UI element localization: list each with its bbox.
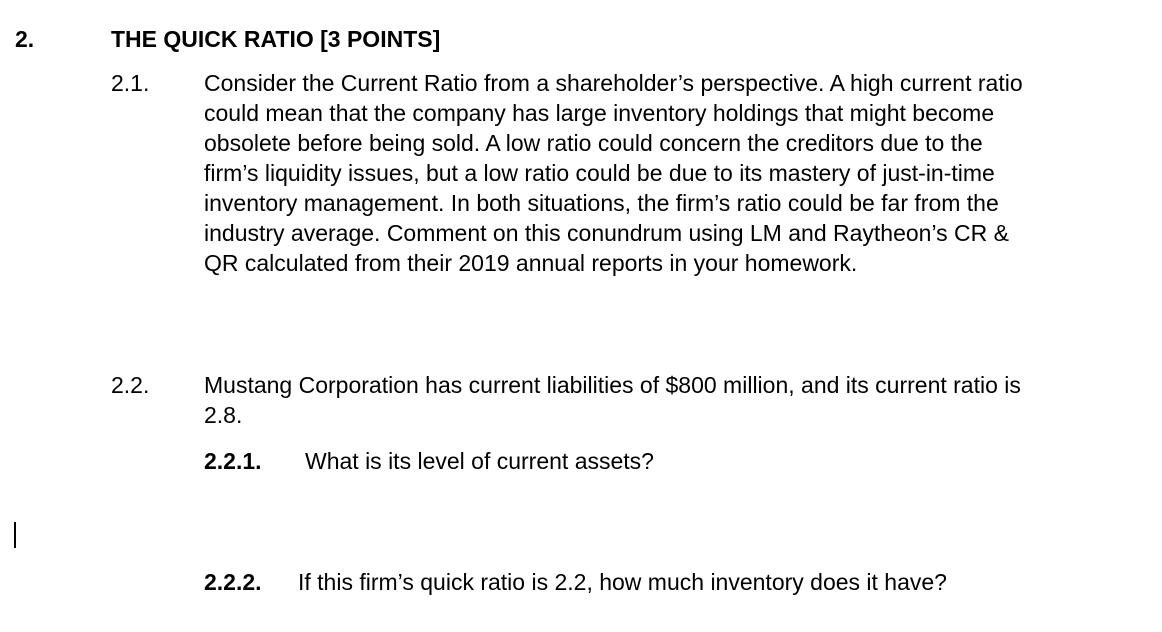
text-cursor[interactable] [14, 522, 16, 548]
question-2-1-line: industry average. Comment on this conundrum using LM and Raytheon’s CR & [204, 220, 1009, 246]
question-2-1-number: 2.1. [111, 70, 150, 96]
question-2-2-1-text: What is its level of current assets? [305, 448, 654, 474]
question-2-1-line: firm’s liquidity issues, but a low ratio could be due to its mastery of just-in-time [204, 160, 995, 186]
question-2-1-line: Consider the Current Ratio from a shareholder’s perspective. A high current ratio [204, 70, 1023, 96]
section-number: 2. [15, 26, 35, 52]
question-2-1-line: obsolete before being sold. A low ratio could concern the creditors due to the [204, 130, 983, 156]
section-title: THE QUICK RATIO [3 POINTS] [111, 26, 441, 52]
question-2-1-text [204, 68, 1154, 278]
question-2-1-line: inventory management. In both situations, the firm’s ratio could be far from the [204, 190, 999, 216]
question-2-2-line: Mustang Corporation has current liabilities of $800 million, and its current ratio is [204, 372, 1021, 398]
question-2-2-2-number: 2.2.2. [204, 569, 262, 595]
question-2-1-line: could mean that the company has large inventory holdings that might become [204, 100, 995, 126]
question-2-2-line: 2.8. [204, 402, 243, 428]
question-2-1-line: QR calculated from their 2019 annual reports in your homework. [204, 250, 858, 276]
question-2-2-number: 2.2. [111, 372, 150, 398]
question-2-2-2-text: If this firm’s quick ratio is 2.2, how much inventory does it have? [298, 569, 947, 595]
question-2-2-text [204, 370, 1154, 430]
question-2-2-1-number: 2.2.1. [204, 448, 262, 474]
